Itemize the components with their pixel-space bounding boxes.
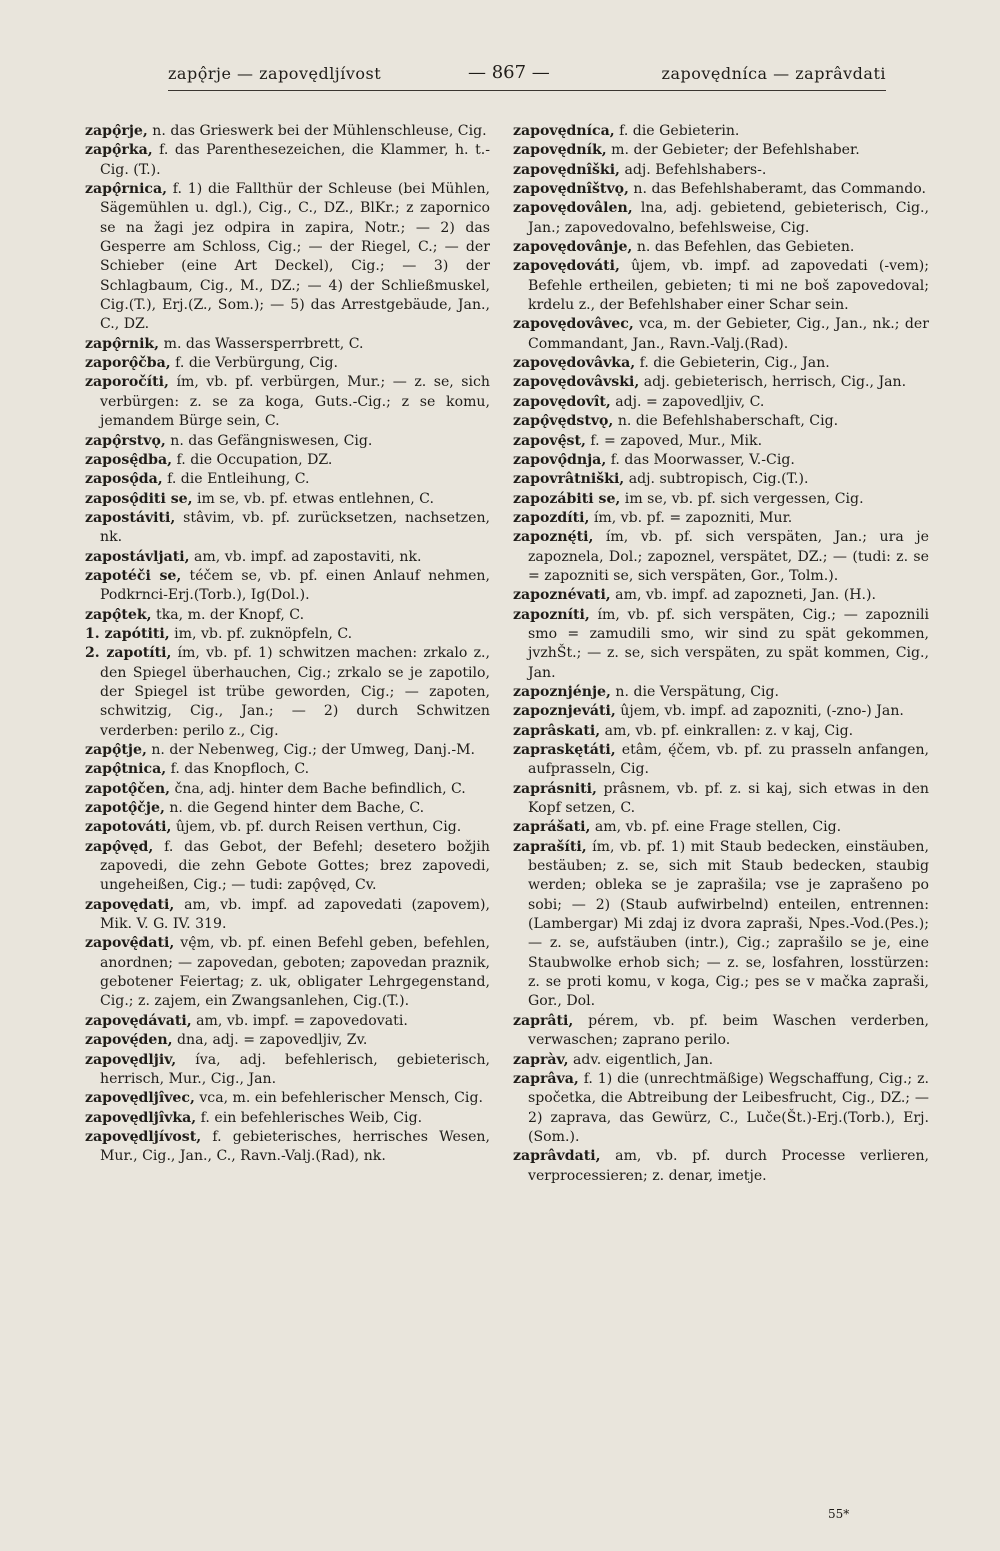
dictionary-entry — [513, 451, 929, 470]
entry-headword: zapostávljati, — [85, 548, 190, 565]
page-number: — 867 — — [468, 62, 550, 83]
dictionary-entry — [85, 141, 490, 180]
entry-definition: tka, m. der Knopf, C. — [151, 606, 305, 623]
entry-definition: ím, vb. pf. verbürgen, Mur.; — z. se, sich verbürgen: z. se za koga, Guts.-Cig.; z se komu, jemandem Bürge sein, C. — [100, 374, 490, 430]
dictionary-entry — [85, 1012, 490, 1031]
entry-definition: n. das Gefängniswesen, Cig. — [165, 432, 373, 449]
dictionary-entry — [85, 1089, 490, 1108]
entry-definition: čna, adj. hinter dem Bache befindlich, C. — [170, 780, 466, 797]
entry-definition: am, vb. impf. ad zapostaviti, nk. — [189, 548, 422, 565]
dictionary-entry — [513, 780, 929, 819]
dictionary-entry — [85, 818, 490, 837]
dictionary-entry — [513, 683, 929, 702]
dictionary-entry — [85, 780, 490, 799]
entry-definition: etâm, ę́čem, vb. pf. zu prasseln anfangen, aufprasseln, Cig. — [528, 742, 929, 778]
entry-headword: 1. zapótiti, — [85, 625, 170, 642]
dictionary-entry — [85, 335, 490, 354]
dictionary-entry — [85, 432, 490, 451]
entry-definition: n. die Verspätung, Cig. — [610, 683, 780, 700]
entry-definition: f. das Parenthesezeichen, die Klammer, h. t.-Cig. (T.). — [100, 142, 490, 178]
dictionary-entry — [513, 257, 929, 315]
entry-definition: m. der Gebieter; der Befehlshaber. — [606, 142, 860, 159]
dictionary-entry — [85, 373, 490, 431]
dictionary-entry — [85, 567, 490, 606]
dictionary-entry — [85, 1031, 490, 1050]
entry-definition: am, vb. impf. ad zapozneti, Jan. (H.). — [610, 587, 876, 604]
entry-headword: zapozdíti, — [513, 509, 590, 526]
entry-definition: adj. Befehlshabers-. — [619, 161, 767, 178]
entry-definition: im, vb. pf. zuknöpfeln, C. — [169, 625, 353, 642]
dictionary-entry — [85, 490, 490, 509]
entry-headword: zapovędováti, — [513, 258, 620, 275]
entry-headword: zapǫ̂rka, — [85, 142, 153, 159]
header-left-guideword: zapǫ̂rje — zapovędljívost — [168, 64, 382, 83]
dictionary-entry — [85, 760, 490, 779]
dictionary-entry — [513, 122, 929, 141]
dictionary-entry — [513, 470, 929, 489]
entry-headword: zapotováti, — [85, 819, 172, 836]
entry-definition: f. die Gebieterin. — [614, 123, 740, 139]
entry-headword: zapovędovânje, — [513, 239, 633, 256]
entry-definition: f. das Knopfloch, C. — [166, 761, 310, 778]
dictionary-entry — [85, 606, 490, 625]
dictionary-entry — [85, 896, 490, 935]
dictionary-entry — [513, 432, 929, 451]
entry-headword: zaprásniti, — [513, 780, 597, 797]
entry-definition: pérem, vb. pf. beim Waschen verderben, verwaschen; zaprano perilo. — [528, 1012, 929, 1049]
entry-definition: n. das Befehlshaberamt, das Commando. — [628, 181, 927, 198]
entry-headword: zapovędljîvec, — [85, 1090, 195, 1107]
entry-definition: adv. eigentlich, Jan. — [568, 1051, 714, 1068]
entry-headword: zapovǫ̂dnja, — [513, 451, 607, 468]
left-column — [85, 122, 490, 1167]
dictionary-entry — [513, 509, 929, 528]
entry-headword: zaposę̂dba, — [85, 451, 173, 468]
dictionary-entry — [513, 1070, 929, 1147]
dictionary-entry — [85, 1128, 490, 1167]
entry-definition: ím, vb. pf. sich verspäten, Cig.; — zapoznili smo = zamudili smo, wir sind zu spät gekommen, jvzhŠt.; — z. se, sich verspäten, zu spät kommen, Cig., Jan. — [528, 606, 929, 681]
entry-definition: ím, vb. pf. = zapozniti, Mur. — [589, 509, 793, 526]
entry-headword: zaprâvdati, — [513, 1148, 601, 1165]
dictionary-entry — [513, 1147, 929, 1186]
entry-headword: zapràv, — [513, 1051, 569, 1068]
entry-headword: zapovędljiv, — [85, 1051, 177, 1068]
dictionary-entry — [513, 373, 929, 392]
entry-headword: zapoznjénje, — [513, 683, 611, 700]
entry-definition: n. die Gegend hinter dem Bache, C. — [164, 800, 425, 817]
entry-definition: n. die Befehlshaberschaft, Cig. — [613, 413, 839, 430]
entry-definition: f. die Gebieterin, Cig., Jan. — [635, 355, 830, 372]
entry-definition: am, vb. impf. ad zapovedati (zapovem), Mik. V. G. IV. 319. — [100, 896, 490, 933]
signature-mark: 55* — [828, 1507, 850, 1521]
entry-definition: f. ein befehlerisches Weib, Cig. — [196, 1109, 423, 1126]
entry-headword: zapovędljîvka, — [85, 1109, 197, 1126]
entry-headword: zapotǫ̂čen, — [85, 780, 171, 797]
entry-headword: zapovędovâvski, — [513, 374, 640, 391]
entry-definition: adj. gebieterisch, herrisch, Cig., Jan. — [639, 374, 907, 391]
entry-definition: stâvim, vb. pf. zurücksetzen, nachsetzen, nk. — [100, 509, 490, 546]
dictionary-entry — [513, 606, 929, 683]
entry-definition: prâsnem, vb. pf. z. si kaj, sich etwas in den Kopf setzen, C. — [528, 780, 929, 817]
dictionary-entry — [85, 644, 490, 741]
entry-headword: zaporočíti, — [85, 374, 169, 391]
dictionary-entry — [85, 1109, 490, 1128]
entry-headword: zapoznévati, — [513, 587, 611, 604]
right-column — [513, 122, 929, 1186]
entry-headword: zapozníti, — [513, 606, 590, 623]
entry-definition: vca, m. der Gebieter, Cig., Jan., nk.; der Commandant, Jan., Ravn.-Valj.(Rad). — [528, 316, 929, 352]
entry-definition: dna, adj. = zapovedljiv, Zv. — [172, 1032, 368, 1049]
entry-definition: ûjem, vb. impf. ad zapovedati (-vem); Befehle ertheilen, gebieten; ti mi ne boš zapovedoval; krdelu z., der Befehlshaber einer Schar sein. — [528, 258, 929, 314]
entry-definition: adj. subtropisch, Cig.(T.). — [624, 471, 809, 488]
dictionary-entry — [513, 722, 929, 741]
entry-headword: zapovę̂dati, — [85, 935, 175, 952]
entry-headword: zapovrâtniški, — [513, 471, 625, 488]
entry-headword: zapostáviti, — [85, 509, 176, 526]
entry-headword: zapovędovâvka, — [513, 355, 636, 372]
dictionary-entry — [85, 122, 490, 141]
dictionary-entry — [85, 509, 490, 548]
entry-headword: zapovędati, — [85, 896, 175, 913]
entry-headword: zapǫ̂rnik, — [85, 335, 160, 352]
entry-headword: zapovędljívost, — [85, 1128, 202, 1145]
entry-headword: zapraskętáti, — [513, 742, 616, 758]
entry-headword: zapovędovâlen, — [513, 200, 633, 217]
entry-definition: ím, vb. pf. sich verspäten, Jan.; ura je zapoznela, Dol.; zapoznel, verspätet, DZ.; — (tudi: z. se = zapozniti se, sich verspäten, Gor., Tolm.). — [528, 529, 929, 584]
entry-headword: zaposǫ̂diti se, — [85, 490, 193, 507]
entry-definition: ím, vb. pf. 1) schwitzen machen: zrkalo z., den Spiegel überhauchen, Cig.; zrkalo se je zapotilo, der Spiegel ist trübe geworden, Cig.; — zapoten, schwitzig, Cig., Jan.; — 2) durch Schwitzen verderben: perilo z., Cig. — [100, 645, 490, 739]
entry-headword: zaposǫ̂da, — [85, 471, 163, 488]
entry-definition: f. 1) die Fallthür der Schleuse (bei Mühlen, Sägemühlen u. dgl.), Cig., C., DZ., BlKr.; z zapornico se na žagi jez odpira in zapira, Notr.; — 2) das Gesperre am Schloss, Cig.; — der Riegel, C.; — der Schieber (eine Art Deckel), Cig.; — 3) der Schlagbaum, Cig., M., DZ.; — 4) der Schließmuskel, Cig.(T.), Erj.(Z., Som.); — 5) das Arrestgebäude, Jan., C., DZ. — [100, 181, 490, 333]
entry-headword: zapǫ̂vędstvǫ, — [513, 413, 614, 430]
entry-headword: zapǫ̂tek, — [85, 606, 152, 623]
dictionary-entry — [513, 702, 929, 721]
entry-definition: f. gebieterisches, herrisches Wesen, Mur., Cig., Jan., C., Ravn.-Valj.(Rad), nk. — [100, 1128, 490, 1165]
entry-headword: zapǫ̂tnica, — [85, 761, 167, 778]
entry-headword: zapovędávati, — [85, 1012, 192, 1029]
entry-headword: zapovę̂st, — [513, 432, 586, 449]
entry-definition: am, vb. impf. = zapovedovati. — [191, 1012, 408, 1029]
dictionary-entry — [513, 1051, 929, 1070]
entry-definition: téčem se, vb. pf. einen Anlauf nehmen, Podkrnci-Erj.(Torb.), Ig(Dol.). — [100, 567, 490, 604]
entry-definition: f. die Occupation, DZ. — [172, 451, 333, 468]
dictionary-entry — [85, 180, 490, 335]
entry-headword: zapovędníca, — [513, 123, 615, 139]
dictionary-entry — [513, 315, 929, 354]
entry-headword: zaprášati, — [513, 819, 591, 836]
entry-definition: lna, adj. gebietend, gebieterisch, Cig., Jan.; zapovedovalno, befehlsweise, Cig. — [528, 200, 929, 236]
entry-headword: zapotéči se, — [85, 567, 182, 584]
entry-definition: n. das Befehlen, das Gebieten. — [632, 239, 855, 256]
entry-definition: m. das Wassersperrbrett, C. — [159, 335, 364, 352]
entry-definition: f. die Entleihung, C. — [162, 471, 310, 488]
entry-headword: zaporǫ̂čba, — [85, 355, 171, 372]
dictionary-entry — [513, 818, 929, 837]
entry-headword: zaprâva, — [513, 1070, 579, 1087]
dictionary-entry — [85, 354, 490, 373]
entry-headword: zapǫ̂vęd, — [85, 838, 154, 855]
entry-headword: zapovędník, — [513, 142, 607, 159]
entry-definition: vę̂m, vb. pf. einen Befehl geben, befehlen, anordnen; — zapovedan, geboten; zapovedan praznik, gebotener Feiertag; z. uk, obligater Lehrgegenstand, Cig.; z. zajem, ein Zwangsanlehen, Cig.(T.). — [100, 935, 490, 1010]
entry-definition: f. das Gebot, der Befehl; desetero božjih zapovedi, die zehn Gebote Gottes; brez zapovedi, ungeheißen, Cig.; — tudi: zapǫ̂vęd, Cv. — [100, 838, 490, 894]
dictionary-entry — [513, 354, 929, 373]
entry-definition: ûjem, vb. pf. durch Reisen verthun, Cig. — [171, 819, 462, 836]
entry-definition: íva, adj. befehlerisch, gebieterisch, herrisch, Mur., Cig., Jan. — [100, 1051, 490, 1087]
dictionary-entry — [85, 470, 490, 489]
header-right-guideword: zapovędníca — zaprâvdati — [661, 64, 886, 83]
entry-headword: zapǫ̂tje, — [85, 742, 147, 758]
entry-definition: im se, vb. pf. sich vergessen, Cig. — [620, 490, 864, 507]
entry-definition: am, vb. pf. eine Frage stellen, Cig. — [590, 819, 842, 836]
dictionary-entry — [513, 586, 929, 605]
dictionary-entry — [85, 625, 490, 644]
dictionary-entry — [513, 528, 929, 586]
entry-headword: zapǫ̂rnica, — [85, 181, 168, 198]
entry-headword: zapovędnîški, — [513, 161, 620, 178]
dictionary-entry — [513, 180, 929, 199]
entry-definition: n. das Grieswerk bei der Mühlenschleuse, Cig. — [147, 123, 487, 139]
entry-definition: f. die Verbürgung, Cig. — [170, 355, 338, 372]
dictionary-entry — [85, 451, 490, 470]
entry-headword: 2. zapotíti, — [85, 645, 172, 662]
entry-definition: adj. = zapovedljiv, C. — [610, 393, 765, 410]
dictionary-entry — [85, 799, 490, 818]
entry-headword: zapovędovît, — [513, 393, 611, 410]
entry-headword: zaprâskati, — [513, 722, 601, 739]
dictionary-entry — [513, 199, 929, 238]
dictionary-entry — [513, 141, 929, 160]
entry-definition: am, vb. pf. einkrallen: z. v kaj, Cig. — [600, 722, 854, 739]
running-header — [168, 60, 886, 91]
entry-headword: zapoznę́ti, — [513, 529, 594, 546]
entry-headword: zapozábiti se, — [513, 490, 621, 507]
entry-headword: zapoznjeváti, — [513, 703, 616, 720]
dictionary-entry — [513, 161, 929, 180]
entry-headword: zaprašíti, — [513, 838, 587, 855]
dictionary-entry — [85, 1051, 490, 1090]
dictionary-entry — [513, 412, 929, 431]
entry-definition: f. das Moorwasser, V.-Cig. — [606, 451, 795, 468]
entry-definition: f. 1) die (unrechtmäßige) Wegschaffung, Cig.; z. spočetka, die Abtreibung der Leibesfrucht, Cig., DZ.; — 2) zaprava, das Gewürz, C., Luče(Št.)-Erj.(Torb.), Erj.(Som.). — [528, 1070, 929, 1145]
dictionary-entry — [513, 393, 929, 412]
entry-definition: im se, vb. pf. etwas entlehnen, C. — [192, 490, 434, 507]
entry-definition: ím, vb. pf. 1) mit Staub bedecken, einstäuben, bestäuben; z. se, sich mit Staub bedecken, staubig werden; obleka se je zaprašila; vse je zaprašeno po sobi; — 2) (Staub aufwirbelnd) enteilen, entrennen: (Lambergar) Mi zdaj iz dvora zapraši, Npes.-Vod.(Pes.); — z. se, aufstäuben (intr.), Cig.; zaprašilo se je, eine Staubwolke erhob sich; — z. se, losfahren, losstürzen: z. se proti komu, v koga, Cig.; pes se v mačka zapraši, Gor., Dol. — [528, 838, 929, 1010]
entry-headword: zapotǫ̂čje, — [85, 800, 165, 817]
dictionary-entry — [513, 238, 929, 257]
entry-headword: zapǫ̂rje, — [85, 123, 148, 139]
entry-definition: vca, m. ein befehlerischer Mensch, Cig. — [194, 1090, 483, 1107]
entry-headword: zapǫ̂rstvǫ, — [85, 432, 166, 449]
entry-headword: zapovędovâvec, — [513, 316, 634, 333]
entry-definition: n. der Nebenweg, Cig.; der Umweg, Danj.-M. — [146, 742, 476, 758]
dictionary-entry — [85, 548, 490, 567]
dictionary-entry — [85, 741, 490, 760]
dictionary-entry — [513, 1012, 929, 1051]
entry-definition: ûjem, vb. impf. ad zapozniti, (-zno-) Jan. — [615, 703, 904, 720]
entry-definition: f. = zapoved, Mur., Mik. — [585, 432, 763, 449]
entry-definition: am, vb. pf. durch Processe verlieren, verprocessieren; z. denar, imetje. — [528, 1148, 929, 1184]
entry-headword: zapovę́den, — [85, 1032, 173, 1049]
entry-headword: zaprâti, — [513, 1012, 574, 1029]
dictionary-entry — [513, 741, 929, 780]
dictionary-entry — [513, 490, 929, 509]
dictionary-entry — [85, 934, 490, 1011]
entry-headword: zapovędnîštvǫ, — [513, 181, 629, 198]
dictionary-entry — [85, 838, 490, 896]
dictionary-entry — [513, 838, 929, 1012]
